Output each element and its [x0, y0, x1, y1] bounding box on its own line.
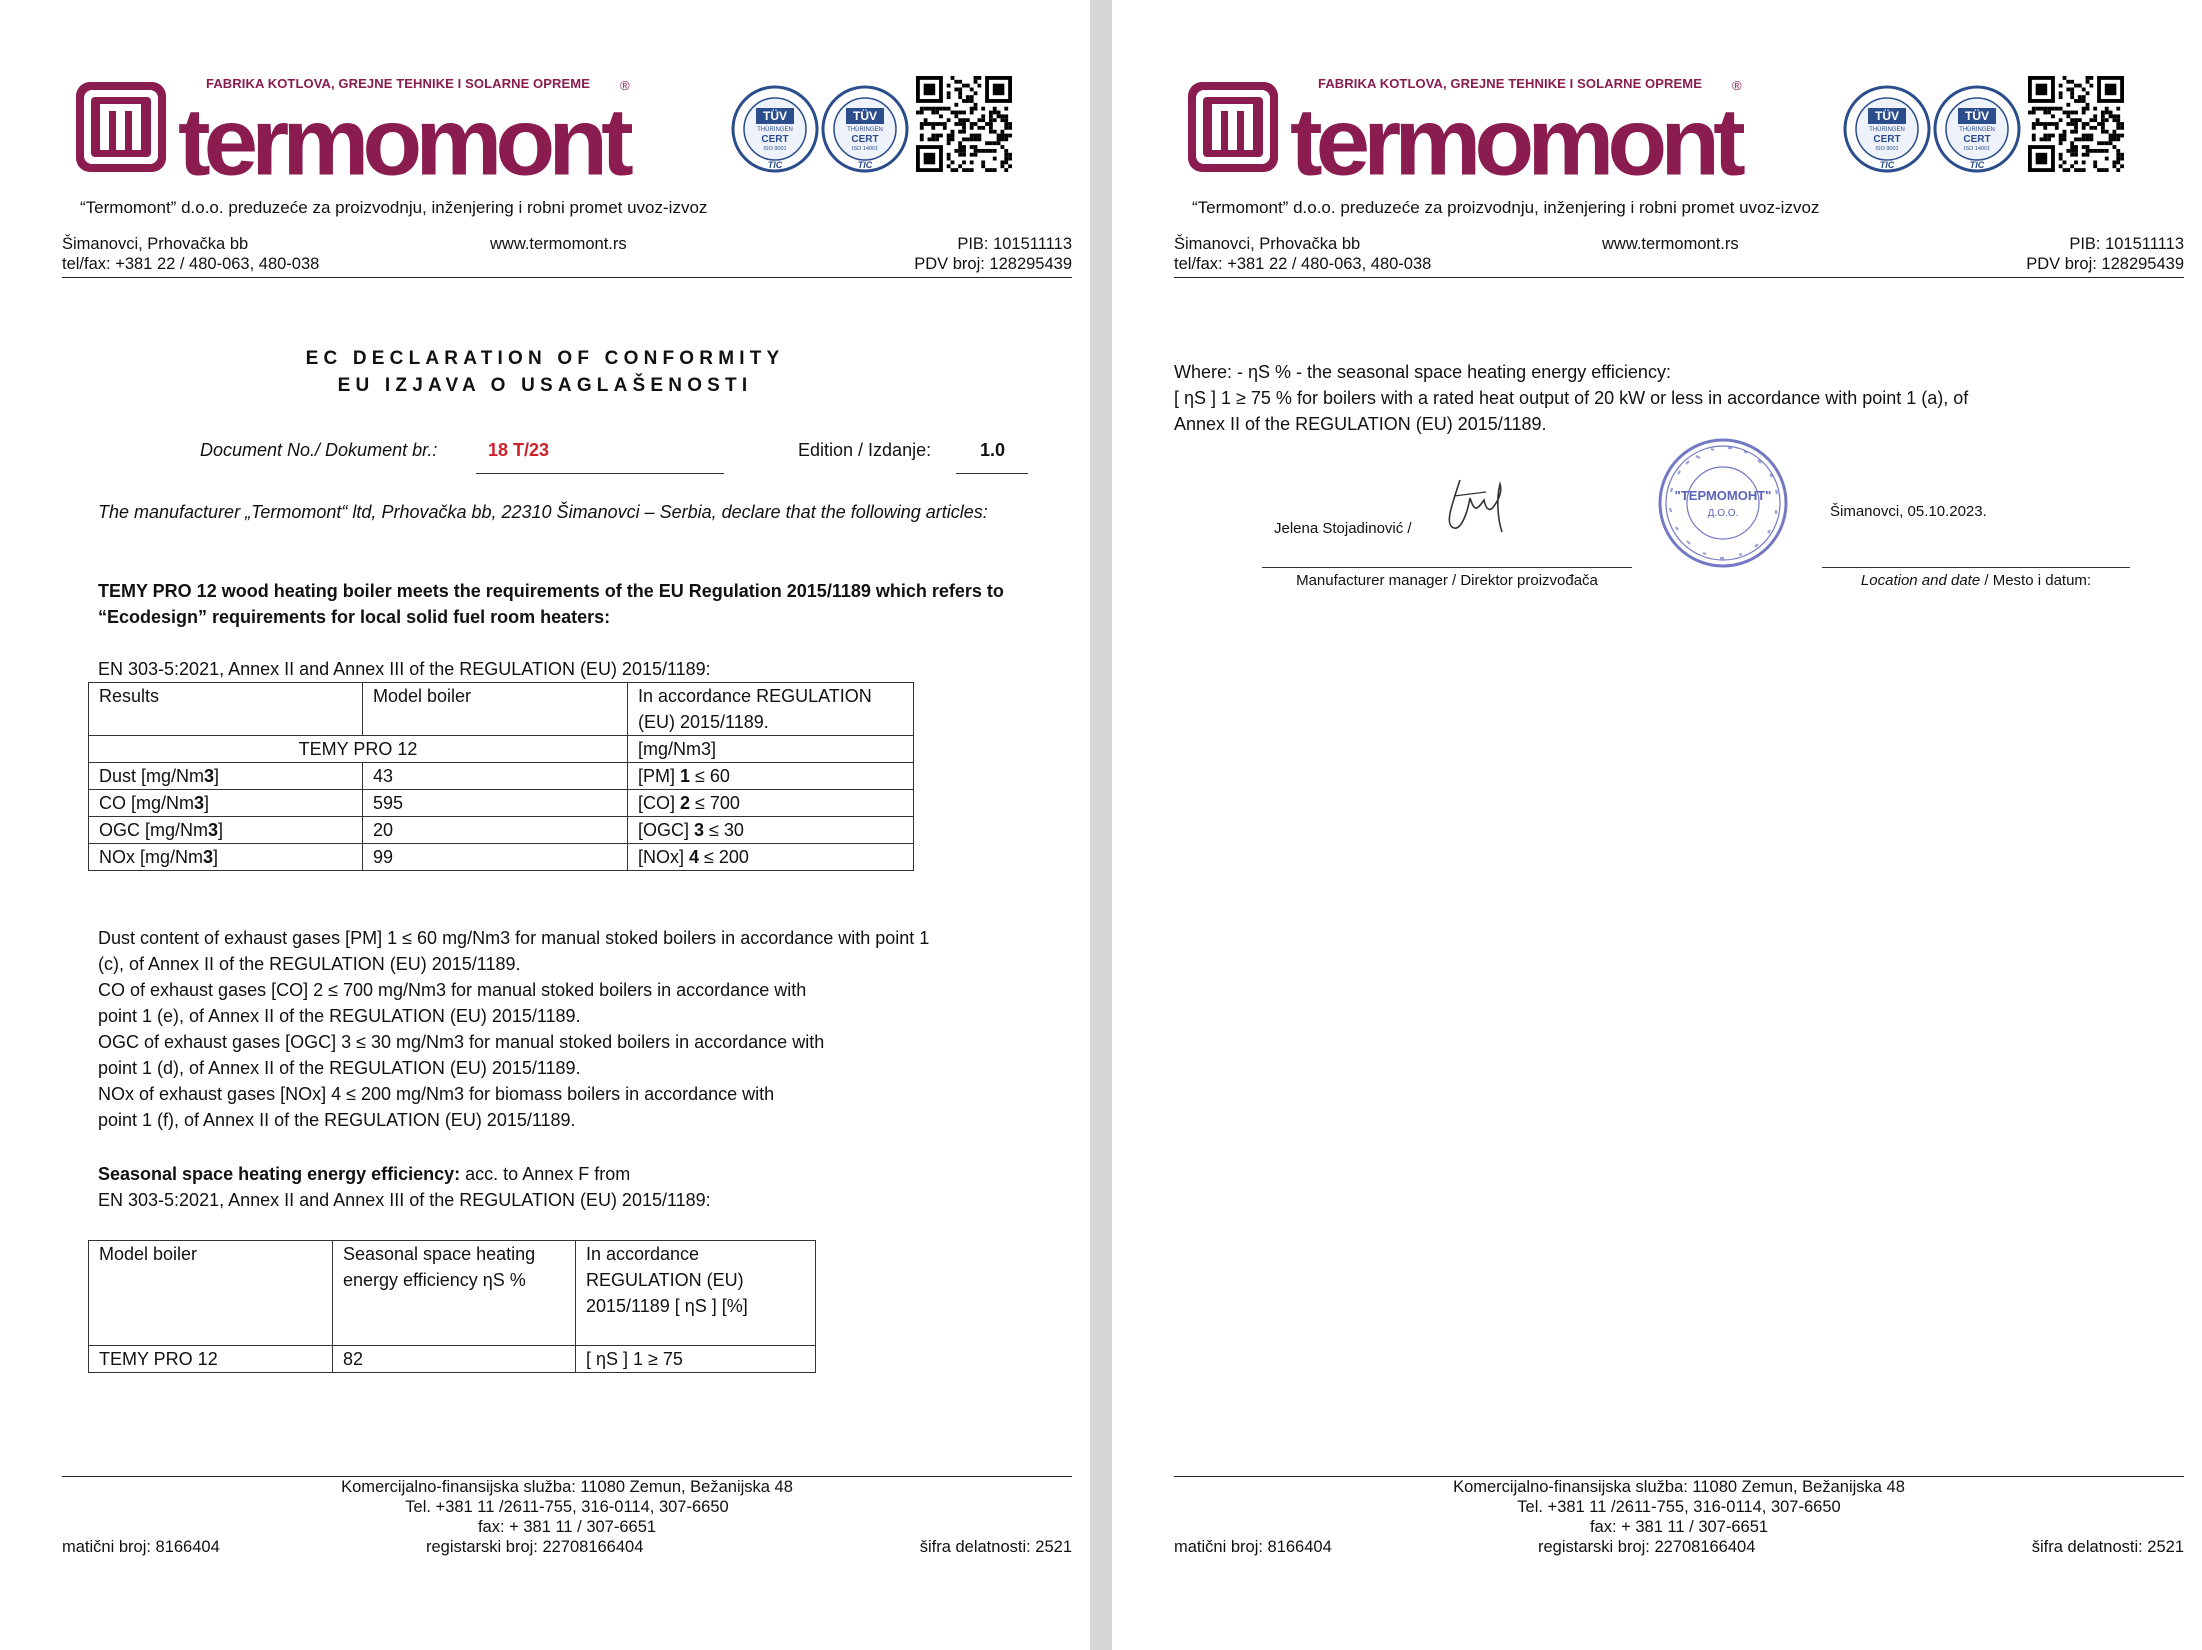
svg-text:TÜV: TÜV	[853, 109, 877, 123]
pollutant-cell: CO [mg/Nm3]	[89, 790, 363, 817]
header-regulation: In accordance REGULATION (EU) 2015/1189.	[628, 683, 914, 736]
tuv-cert-seal-2	[1932, 84, 2022, 174]
footer-sifra: šifra delatnosti: 2521	[919, 1538, 1072, 1556]
svg-text:CERT: CERT	[761, 134, 789, 145]
manager-signature-line	[1262, 567, 1632, 568]
edition-underline	[956, 473, 1028, 474]
header-model-boiler: Model boiler	[363, 683, 628, 736]
header-telfax: tel/fax: +381 22 / 480-063, 480-038	[1174, 255, 1432, 273]
model-name-cell: TEMY PRO 12	[89, 1346, 333, 1373]
svg-text:TÜV: TÜV	[1875, 109, 1899, 123]
location-date-label: Location and date / Mesto i datum:	[1860, 572, 2092, 589]
edition-label: Edition / Izdanje:	[798, 440, 932, 460]
footer-address: Komercijalno-finansijska služba: 11080 Zemun, Bežanijska 48	[341, 1478, 793, 1496]
note-line: NOx of exhaust gases [NOx] 4 ≤ 200 mg/Nm3 for biomass boilers in accordance with	[98, 1084, 775, 1104]
measured-value-cell: 43	[363, 763, 628, 790]
company-stamp-icon	[1656, 436, 1790, 570]
table-row	[89, 1346, 816, 1373]
limit-cell: [OGC] 3 ≤ 30	[628, 817, 914, 844]
header-divider	[1174, 277, 2184, 278]
header-tax-block	[2026, 234, 2184, 274]
edition-value: 1.0	[980, 440, 1006, 460]
header-tax-block	[914, 234, 1072, 274]
tuv-seal-icon	[1932, 84, 2022, 174]
docno-value: 18 T/23	[488, 440, 550, 460]
table1-caption: EN 303-5:2021, Annex II and Annex III of the REGULATION (EU) 2015/1189:	[98, 659, 711, 679]
pollutant-cell: Dust [mg/Nm3]	[89, 763, 363, 790]
footer-phone: Tel. +381 11 /2611-755, 316-0114, 307-6650	[405, 1498, 729, 1516]
header-pdv: PDV broj: 128295439	[914, 255, 1072, 273]
tuv-seal-icon	[820, 84, 910, 174]
svg-text:TIC: TIC	[857, 160, 873, 170]
declaration-title-en: EC DECLARATION OF CONFORMITY	[305, 348, 785, 369]
conformity-statement: TEMY PRO 12 wood heating boiler meets the requirements of the EU Regulation 2015/1189 which refers to “Ecodesign” requirements for local solid fuel room heaters:	[98, 581, 1004, 627]
table-row	[89, 844, 914, 871]
limit-cell: [PM] 1 ≤ 60	[628, 763, 914, 790]
table-row-model	[89, 736, 914, 763]
registered-mark: ®	[620, 78, 630, 93]
manufacturer-intro: The manufacturer „Termomont“ ltd, Prhovačka bb, 22310 Šimanovci – Serbia, declare that the following articles:	[98, 502, 988, 522]
svg-text:TIC: TIC	[1879, 160, 1895, 170]
svg-text:ISO 9001: ISO 9001	[1875, 146, 1899, 152]
header-seasonal-efficiency: Seasonal space heating energy efficiency ηS %	[333, 1241, 576, 1346]
svg-text:ISO 14001: ISO 14001	[851, 146, 879, 152]
company-description: “Termomont” d.o.o. preduzeće za proizvodnju, inženjering i robni promet uvoz-izvoz	[1192, 198, 1820, 217]
tuv-cert-seal-1	[1842, 84, 1932, 174]
signature-icon	[1440, 470, 1530, 540]
header-website[interactable]: www.termomont.rs	[1602, 235, 1739, 253]
svg-text:CERT: CERT	[1873, 134, 1901, 145]
table-row	[89, 817, 914, 844]
pollutant-cell: NOx [mg/Nm3]	[89, 844, 363, 871]
svg-text:CERT: CERT	[851, 134, 879, 145]
manager-label: Manufacturer manager / Direktor proizvođača	[1296, 572, 1598, 589]
header-address: Šimanovci, Prhovačka bb	[62, 235, 249, 253]
emissions-table	[88, 682, 914, 871]
header-address-block	[62, 234, 319, 274]
signer-name: Jelena Stojadinović /	[1274, 520, 1412, 537]
svg-text:Д.О.О.: Д.О.О.	[1707, 508, 1739, 519]
measured-value-cell: 595	[363, 790, 628, 817]
footer-address: Komercijalno-finansijska služba: 11080 Zemun, Bežanijska 48	[1453, 1478, 1905, 1496]
svg-text:THÜRINGEN: THÜRINGEN	[847, 127, 883, 133]
note-line: (c), of Annex II of the REGULATION (EU) 2015/1189.	[98, 954, 521, 974]
footer-registarski: registarski broj: 22708166404	[426, 1538, 644, 1556]
termomont-logo-mark	[74, 80, 168, 174]
svg-text:ISO 9001: ISO 9001	[763, 146, 787, 152]
note-line: CO of exhaust gases [CO] 2 ≤ 700 mg/Nm3 for manual stoked boilers in accordance with	[98, 980, 807, 1000]
svg-text:"ТЕРМОМОНТ": "ТЕРМОМОНТ"	[1674, 488, 1772, 503]
definition-line: Annex II of the REGULATION (EU) 2015/1189.	[1174, 414, 1547, 434]
svg-text:THÜRINGEN: THÜRINGEN	[1959, 127, 1995, 133]
header-divider	[62, 277, 1072, 278]
measured-value-cell: 20	[363, 817, 628, 844]
footer-maticni: matični broj: 8166404	[62, 1538, 220, 1556]
registered-mark: ®	[1732, 78, 1742, 93]
page-footer	[1174, 1477, 2184, 1537]
svg-text:TIC: TIC	[767, 160, 783, 170]
svg-text:THÜRINGEN: THÜRINGEN	[1869, 127, 1905, 133]
footer-fax: fax: + 381 11 / 307-6651	[477, 1518, 657, 1536]
brand-tagline: FABRIKA KOTLOVA, GREJNE TEHNIKE I SOLARNE OPREME	[206, 76, 590, 91]
seasonal-efficiency-heading: Seasonal space heating energy efficiency: acc. to Annex F from EN 303-5:2021, Annex II and Annex III of the REGULATION (EU) 2015/1189:	[98, 1164, 711, 1210]
footer-fax: fax: + 381 11 / 307-6651	[1589, 1518, 1769, 1536]
document-page-1	[0, 0, 1090, 1650]
header-model-boiler: Model boiler	[89, 1241, 333, 1346]
footer-phone: Tel. +381 11 /2611-755, 316-0114, 307-6650	[1517, 1498, 1841, 1516]
note-line: Dust content of exhaust gases [PM] 1 ≤ 60 mg/Nm3 for manual stoked boilers in accordance with point 1	[98, 928, 930, 948]
qr-code-icon	[916, 76, 1012, 172]
qr-code-icon	[2028, 76, 2124, 172]
header-pdv: PDV broj: 128295439	[2026, 255, 2184, 273]
docno-underline	[476, 473, 724, 474]
definition-line: [ ηS ] 1 ≥ 75 % for boilers with a rated heat output of 20 kW or less in accordance with point 1 (a), of	[1174, 388, 1969, 408]
efficiency-table	[88, 1240, 816, 1373]
efficiency-value-cell: 82	[333, 1346, 576, 1373]
page-footer	[62, 1477, 1072, 1537]
svg-text:THÜRINGEN: THÜRINGEN	[757, 127, 793, 133]
termomont-logo-mark	[1186, 80, 1280, 174]
brand-wordmark: termomont	[178, 87, 627, 195]
svg-text:CERT: CERT	[1963, 134, 1991, 145]
svg-text:TÜV: TÜV	[763, 109, 787, 123]
table-header-row	[89, 1241, 816, 1346]
header-website[interactable]: www.termomont.rs	[490, 235, 627, 253]
header-address-block	[1174, 234, 1431, 274]
footer-maticni: matični broj: 8166404	[1174, 1538, 1332, 1556]
header-pib: PIB: 101511113	[2069, 235, 2184, 253]
place-and-date: Šimanovci, 05.10.2023.	[1830, 503, 1987, 520]
declaration-title-sr: EU IZJAVA O USAGLAŠENOSTI	[337, 375, 753, 396]
efficiency-limit-cell: [ ηS ] 1 ≥ 75	[576, 1346, 816, 1373]
tuv-seal-icon	[1842, 84, 1932, 174]
header-results: Results	[89, 683, 363, 736]
header-regulation: In accordance REGULATION (EU) 2015/1189 [ ηS ] [%]	[576, 1241, 816, 1346]
docno-label: Document No./ Dokument br.:	[200, 440, 438, 460]
model-name-cell: TEMY PRO 12	[89, 736, 628, 763]
document-page-2	[1112, 0, 2202, 1650]
measured-value-cell: 99	[363, 844, 628, 871]
svg-text:TIC: TIC	[1969, 160, 1985, 170]
footer-sifra: šifra delatnosti: 2521	[2031, 1538, 2184, 1556]
tuv-cert-seal-2	[820, 84, 910, 174]
definition-line: Where: - ηS % - the seasonal space heating energy efficiency:	[1174, 362, 1671, 382]
limit-cell: [NOx] 4 ≤ 200	[628, 844, 914, 871]
location-date-line	[1822, 567, 2130, 568]
footer-registarski: registarski broj: 22708166404	[1538, 1538, 1756, 1556]
note-line: point 1 (e), of Annex II of the REGULATION (EU) 2015/1189.	[98, 1006, 581, 1026]
svg-text:ISO 14001: ISO 14001	[1963, 146, 1991, 152]
table-row	[89, 790, 914, 817]
svg-text:TÜV: TÜV	[1965, 109, 1989, 123]
brand-wordmark: termomont	[1290, 87, 1739, 195]
tuv-cert-seal-1	[730, 84, 820, 174]
note-line: point 1 (d), of Annex II of the REGULATION (EU) 2015/1189.	[98, 1058, 581, 1078]
limit-cell: [CO] 2 ≤ 700	[628, 790, 914, 817]
brand-tagline: FABRIKA KOTLOVA, GREJNE TEHNIKE I SOLARNE OPREME	[1318, 76, 1702, 91]
tuv-seal-icon	[730, 84, 820, 174]
note-line: OGC of exhaust gases [OGC] 3 ≤ 30 mg/Nm3 for manual stoked boilers in accordance with	[98, 1032, 825, 1052]
emission-notes	[98, 925, 1058, 1133]
note-line: point 1 (f), of Annex II of the REGULATION (EU) 2015/1189.	[98, 1110, 576, 1130]
header-telfax: tel/fax: +381 22 / 480-063, 480-038	[62, 255, 320, 273]
pollutant-cell: OGC [mg/Nm3]	[89, 817, 363, 844]
unit-cell: [mg/Nm3]	[628, 736, 914, 763]
table-header-row	[89, 683, 914, 736]
header-pib: PIB: 101511113	[957, 235, 1072, 253]
efficiency-definition	[1174, 359, 2174, 437]
table-row	[89, 763, 914, 790]
header-address: Šimanovci, Prhovačka bb	[1174, 235, 1361, 253]
company-description: “Termomont” d.o.o. preduzeće za proizvodnju, inženjering i robni promet uvoz-izvoz	[80, 198, 708, 217]
